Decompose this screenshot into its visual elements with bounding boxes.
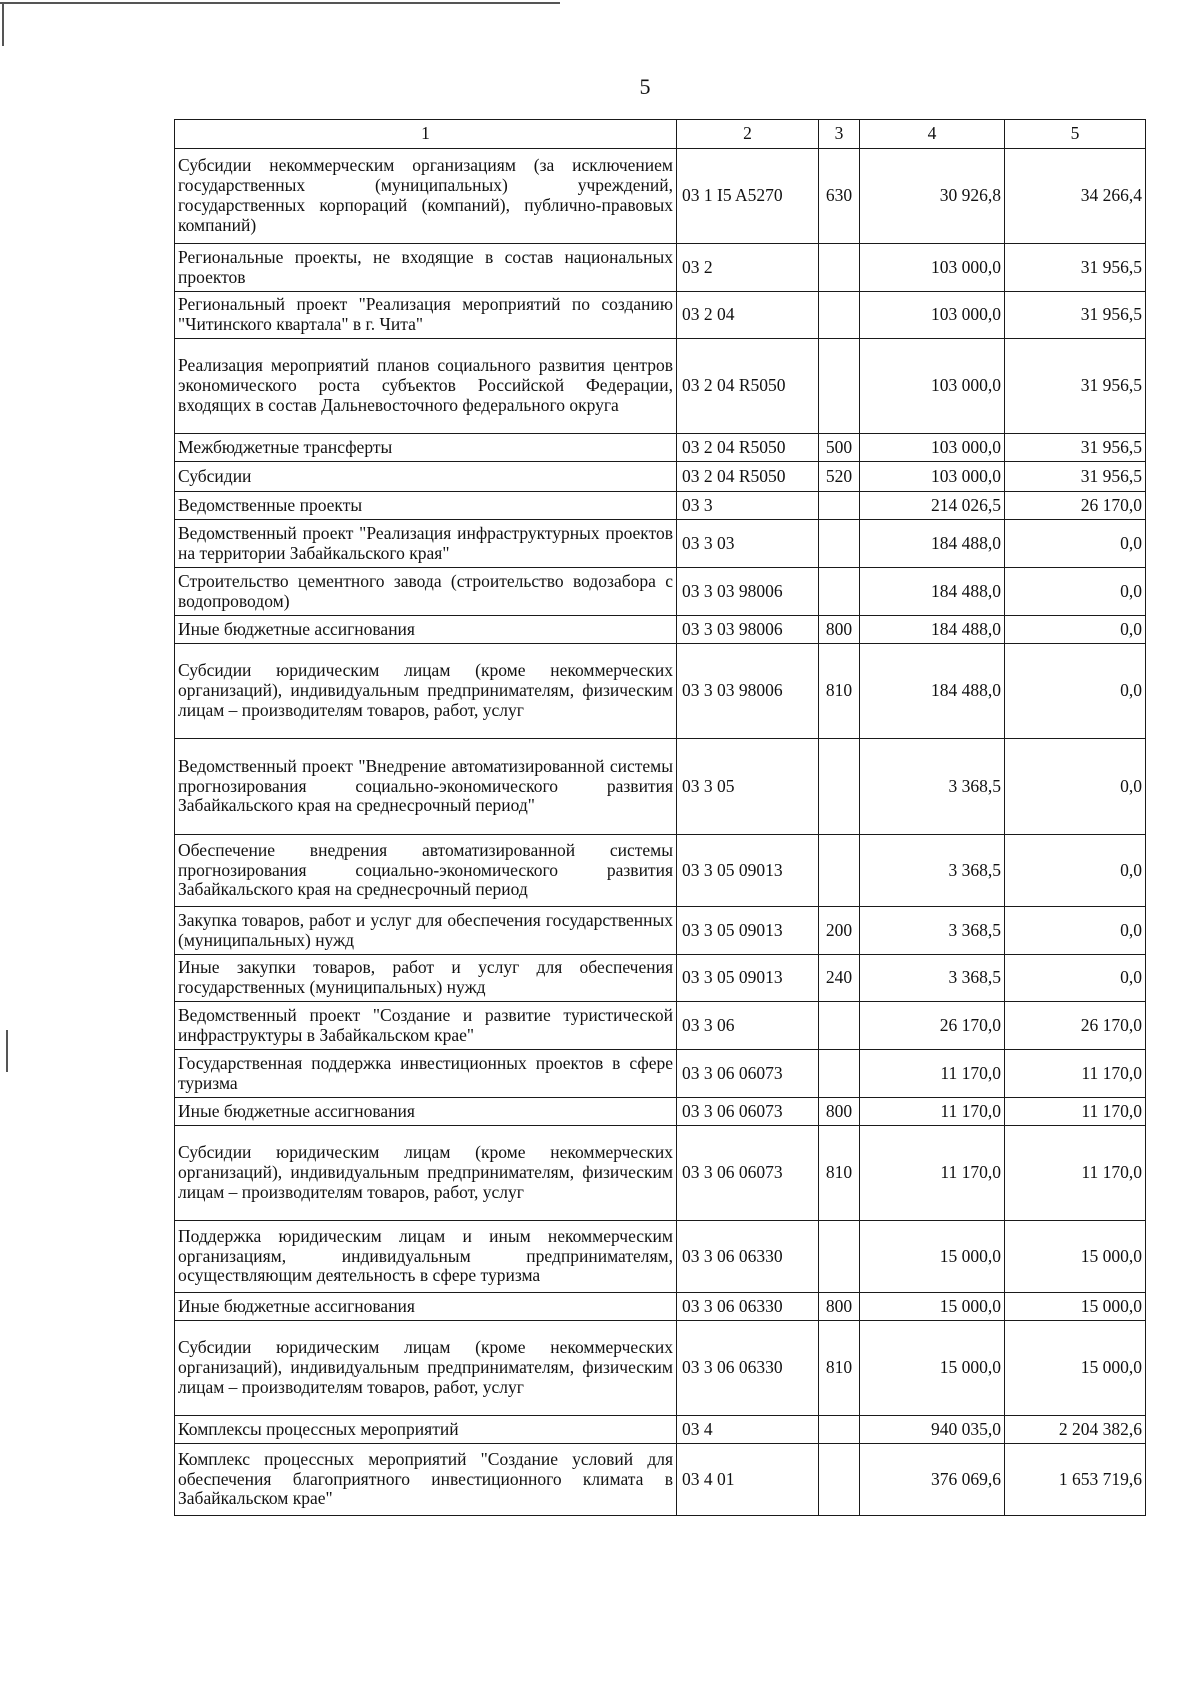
row-expense-type — [819, 568, 860, 616]
row-code: 03 2 04 R5050 — [677, 434, 819, 462]
row-expense-type — [819, 244, 860, 292]
row-name: Комплекс процессных мероприятий "Создание условий для обеспечения благоприятного инвестиционного климата в Забайкальском крае" — [175, 1444, 677, 1516]
row-sum-year1: 30 926,8 — [860, 149, 1005, 244]
row-name: Реализация мероприятий планов социального развития центров экономического роста субъектов Российской Федерации, входящих в состав Дальневосточного федерального округа — [175, 339, 677, 434]
row-code: 03 3 06 06330 — [677, 1293, 819, 1321]
row-expense-type: 520 — [819, 462, 860, 492]
row-sum-year2: 0,0 — [1005, 739, 1146, 835]
row-sum-year2: 0,0 — [1005, 616, 1146, 644]
row-name: Ведомственный проект "Реализация инфраструктурных проектов на территории Забайкальского края" — [175, 520, 677, 568]
table-row — [175, 492, 1146, 520]
row-sum-year1: 184 488,0 — [860, 568, 1005, 616]
row-sum-year1: 3 368,5 — [860, 739, 1005, 835]
row-sum-year2: 31 956,5 — [1005, 462, 1146, 492]
row-sum-year1: 940 035,0 — [860, 1416, 1005, 1444]
table-row — [175, 955, 1146, 1002]
row-code: 03 1 I5 A5270 — [677, 149, 819, 244]
row-expense-type: 500 — [819, 434, 860, 462]
row-expense-type: 800 — [819, 1293, 860, 1321]
row-code: 03 3 05 09013 — [677, 835, 819, 907]
row-code: 03 4 — [677, 1416, 819, 1444]
table-row — [175, 1293, 1146, 1321]
row-sum-year1: 103 000,0 — [860, 339, 1005, 434]
row-sum-year2: 31 956,5 — [1005, 339, 1146, 434]
row-name: Межбюджетные трансферты — [175, 434, 677, 462]
row-expense-type: 810 — [819, 644, 860, 739]
row-sum-year2: 15 000,0 — [1005, 1293, 1146, 1321]
table-row — [175, 339, 1146, 434]
row-sum-year2: 15 000,0 — [1005, 1321, 1146, 1416]
row-sum-year1: 103 000,0 — [860, 462, 1005, 492]
row-code: 03 3 06 06330 — [677, 1221, 819, 1293]
row-name: Субсидии юридическим лицам (кроме некоммерческих организаций), индивидуальным предпринимателям, физическим лицам – производителям товаров, работ, услуг — [175, 1321, 677, 1416]
row-sum-year2: 0,0 — [1005, 907, 1146, 955]
row-expense-type: 810 — [819, 1126, 860, 1221]
row-sum-year2: 1 653 719,6 — [1005, 1444, 1146, 1516]
row-expense-type — [819, 292, 860, 339]
row-code: 03 3 03 — [677, 520, 819, 568]
row-expense-type — [819, 1221, 860, 1293]
row-sum-year1: 184 488,0 — [860, 644, 1005, 739]
table-row — [175, 520, 1146, 568]
row-name: Ведомственные проекты — [175, 492, 677, 520]
row-sum-year1: 3 368,5 — [860, 955, 1005, 1002]
row-code: 03 3 06 06330 — [677, 1321, 819, 1416]
row-sum-year2: 15 000,0 — [1005, 1221, 1146, 1293]
row-sum-year1: 15 000,0 — [860, 1293, 1005, 1321]
row-name: Иные бюджетные ассигнования — [175, 616, 677, 644]
row-name: Субсидии некоммерческим организациям (за исключением государственных (муниципальных) учреждений, государственных корпораций (компаний), публично-правовых компаний) — [175, 149, 677, 244]
table-row — [175, 616, 1146, 644]
row-code: 03 3 03 98006 — [677, 568, 819, 616]
row-name: Поддержка юридическим лицам и иным некоммерческим организациям, индивидуальным предпринимателям, осуществляющим деятельность в сфере туризма — [175, 1221, 677, 1293]
row-code: 03 3 06 06073 — [677, 1050, 819, 1098]
table-row — [175, 835, 1146, 907]
row-sum-year2: 11 170,0 — [1005, 1050, 1146, 1098]
table-row — [175, 568, 1146, 616]
table-row — [175, 1126, 1146, 1221]
table-body — [175, 149, 1146, 1516]
row-sum-year2: 0,0 — [1005, 520, 1146, 568]
column-header: 4 — [860, 120, 1005, 149]
row-name: Ведомственный проект "Внедрение автоматизированной системы прогнозирования социально-экономического развития Забайкальского края на среднесрочный период" — [175, 739, 677, 835]
row-name: Комплексы процессных мероприятий — [175, 1416, 677, 1444]
row-sum-year1: 11 170,0 — [860, 1126, 1005, 1221]
row-sum-year1: 184 488,0 — [860, 616, 1005, 644]
row-code: 03 2 04 R5050 — [677, 462, 819, 492]
row-name: Закупка товаров, работ и услуг для обеспечения государственных (муниципальных) нужд — [175, 907, 677, 955]
table-row — [175, 1098, 1146, 1126]
row-name: Иные бюджетные ассигнования — [175, 1293, 677, 1321]
row-expense-type: 630 — [819, 149, 860, 244]
row-name: Государственная поддержка инвестиционных проектов в сфере туризма — [175, 1050, 677, 1098]
scan-edge-mark-left — [2, 2, 4, 46]
row-code: 03 2 04 — [677, 292, 819, 339]
row-sum-year2: 11 170,0 — [1005, 1098, 1146, 1126]
row-name: Субсидии юридическим лицам (кроме некоммерческих организаций), индивидуальным предпринимателям, физическим лицам – производителям товаров, работ, услуг — [175, 1126, 677, 1221]
row-sum-year2: 31 956,5 — [1005, 244, 1146, 292]
row-code: 03 3 06 — [677, 1002, 819, 1050]
row-expense-type — [819, 492, 860, 520]
table-row — [175, 1002, 1146, 1050]
row-sum-year2: 31 956,5 — [1005, 434, 1146, 462]
row-code: 03 2 — [677, 244, 819, 292]
row-code: 03 3 03 98006 — [677, 616, 819, 644]
row-sum-year2: 0,0 — [1005, 835, 1146, 907]
row-sum-year1: 103 000,0 — [860, 292, 1005, 339]
table-row — [175, 1444, 1146, 1516]
page-number: 5 — [639, 74, 651, 99]
table-row — [175, 244, 1146, 292]
budget-table — [174, 119, 1146, 1516]
row-sum-year1: 214 026,5 — [860, 492, 1005, 520]
row-code: 03 3 05 09013 — [677, 907, 819, 955]
row-sum-year1: 3 368,5 — [860, 907, 1005, 955]
row-sum-year2: 34 266,4 — [1005, 149, 1146, 244]
row-code: 03 3 06 06073 — [677, 1098, 819, 1126]
column-header: 5 — [1005, 120, 1146, 149]
row-expense-type: 240 — [819, 955, 860, 1002]
table-row — [175, 1416, 1146, 1444]
table-row — [175, 292, 1146, 339]
row-name: Обеспечение внедрения автоматизированной системы прогнозирования социально-экономического развития Забайкальского края на среднесрочный период — [175, 835, 677, 907]
row-expense-type — [819, 739, 860, 835]
table-row — [175, 434, 1146, 462]
row-expense-type — [819, 1416, 860, 1444]
table-row — [175, 644, 1146, 739]
row-name: Региональные проекты, не входящие в состав национальных проектов — [175, 244, 677, 292]
row-name: Иные закупки товаров, работ и услуг для обеспечения государственных (муниципальных) нужд — [175, 955, 677, 1002]
row-sum-year2: 31 956,5 — [1005, 292, 1146, 339]
row-expense-type — [819, 339, 860, 434]
table-row — [175, 1221, 1146, 1293]
row-code: 03 3 — [677, 492, 819, 520]
scan-edge-mark-top — [0, 2, 560, 4]
row-name: Строительство цементного завода (строительство водозабора с водопроводом) — [175, 568, 677, 616]
row-sum-year1: 15 000,0 — [860, 1221, 1005, 1293]
row-sum-year1: 26 170,0 — [860, 1002, 1005, 1050]
row-name: Иные бюджетные ассигнования — [175, 1098, 677, 1126]
row-name: Ведомственный проект "Создание и развитие туристической инфраструктуры в Забайкальском крае" — [175, 1002, 677, 1050]
row-name: Региональный проект "Реализация мероприятий по созданию "Читинского квартала" в г. Чита" — [175, 292, 677, 339]
table-row — [175, 739, 1146, 835]
row-sum-year2: 0,0 — [1005, 644, 1146, 739]
row-sum-year2: 0,0 — [1005, 955, 1146, 1002]
row-code: 03 3 05 — [677, 739, 819, 835]
row-code: 03 3 03 98006 — [677, 644, 819, 739]
row-sum-year1: 184 488,0 — [860, 520, 1005, 568]
row-expense-type: 800 — [819, 1098, 860, 1126]
row-code: 03 3 05 09013 — [677, 955, 819, 1002]
column-header: 1 — [175, 120, 677, 149]
row-expense-type — [819, 835, 860, 907]
row-expense-type — [819, 520, 860, 568]
row-expense-type: 200 — [819, 907, 860, 955]
row-expense-type — [819, 1444, 860, 1516]
row-expense-type: 800 — [819, 616, 860, 644]
table-header-row — [175, 120, 1146, 149]
row-code: 03 3 06 06073 — [677, 1126, 819, 1221]
row-expense-type: 810 — [819, 1321, 860, 1416]
scan-edge-mark-side — [6, 1030, 8, 1072]
column-header: 2 — [677, 120, 819, 149]
column-header: 3 — [819, 120, 860, 149]
row-expense-type — [819, 1002, 860, 1050]
row-code: 03 4 01 — [677, 1444, 819, 1516]
row-sum-year1: 3 368,5 — [860, 835, 1005, 907]
table-row — [175, 149, 1146, 244]
row-expense-type — [819, 1050, 860, 1098]
table-row — [175, 907, 1146, 955]
row-sum-year1: 11 170,0 — [860, 1050, 1005, 1098]
row-sum-year1: 11 170,0 — [860, 1098, 1005, 1126]
row-sum-year1: 103 000,0 — [860, 244, 1005, 292]
row-sum-year2: 26 170,0 — [1005, 492, 1146, 520]
table-row — [175, 1321, 1146, 1416]
row-code: 03 2 04 R5050 — [677, 339, 819, 434]
table-row — [175, 462, 1146, 492]
row-sum-year2: 0,0 — [1005, 568, 1146, 616]
row-sum-year2: 11 170,0 — [1005, 1126, 1146, 1221]
table-row — [175, 1050, 1146, 1098]
row-sum-year1: 103 000,0 — [860, 434, 1005, 462]
row-sum-year2: 2 204 382,6 — [1005, 1416, 1146, 1444]
row-sum-year1: 15 000,0 — [860, 1321, 1005, 1416]
row-sum-year1: 376 069,6 — [860, 1444, 1005, 1516]
row-name: Субсидии — [175, 462, 677, 492]
row-name: Субсидии юридическим лицам (кроме некоммерческих организаций), индивидуальным предпринимателям, физическим лицам – производителям товаров, работ, услуг — [175, 644, 677, 739]
row-sum-year2: 26 170,0 — [1005, 1002, 1146, 1050]
